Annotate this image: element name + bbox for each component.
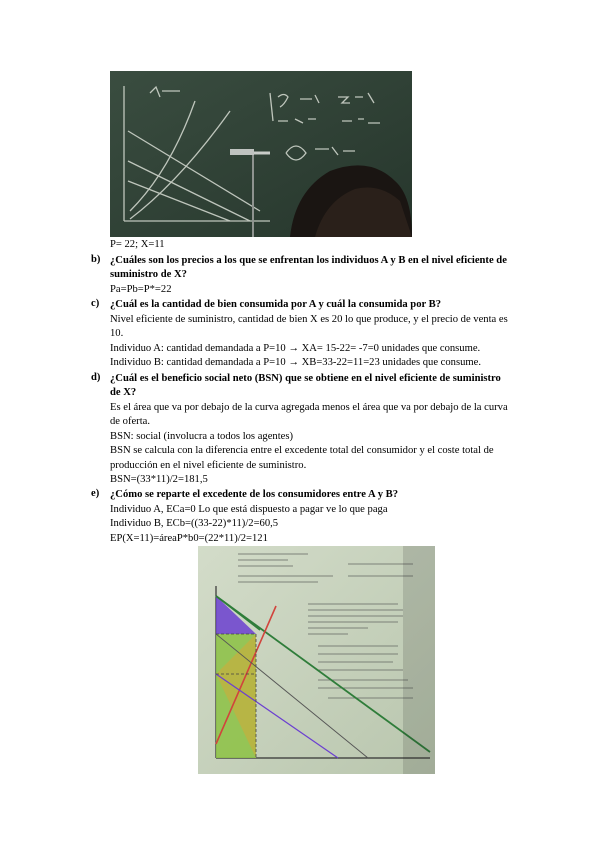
answer-d-line6: BSN=(33*11)/2=181,5 (110, 474, 208, 485)
question-c-letter: c) (91, 298, 100, 309)
answer-b: Pa=Pb=P*=22 (110, 284, 172, 295)
slide-photo (198, 546, 435, 774)
answer-e-line3: EP(X=11)=áreaP*b0=(22*11)/2=121 (110, 533, 268, 544)
answer-e-line2: Individuo B, ECb=((33-22)*11)/2=60,5 (110, 518, 279, 529)
question-d-letter: d) (91, 372, 101, 383)
answer-c-line1: Nivel eficiente de suministro, cantidad de bien X es 20 lo que produce, y el precio de venta es (110, 314, 508, 325)
answer-e-line1: Individuo A, ECa=0 Lo que está dispuesto a pagar ve lo que paga (110, 504, 388, 515)
question-e-text: ¿Cómo se reparte el excedente de los consumidores entre A y B? (110, 489, 399, 500)
result-line: P= 22; X=11 (110, 239, 165, 250)
question-b-letter: b) (91, 254, 101, 265)
question-d-text-line1: ¿Cuál es el beneficio social neto (BSN) que se obtiene en el nivel eficiente de suministro (110, 373, 501, 384)
answer-c-line3: Individuo A: cantidad demandada a P=10 → XA= 15-22= -7=0 unidades que consume. (110, 343, 481, 354)
question-c-text: ¿Cuál es la cantidad de bien consumida por A y cuál la consumida por B? (110, 299, 442, 310)
answer-c-line2: 10. (110, 328, 124, 339)
question-e-letter: e) (91, 488, 100, 499)
answer-d-line4: BSN se calcula con la diferencia entre el excedente total del consumidor y el coste total de (110, 445, 494, 456)
answer-d-line3: BSN: social (involucra a todos los agentes) (110, 431, 294, 442)
question-b-text-line2: suministro de X? (110, 269, 187, 280)
chalkboard-photo (110, 71, 412, 237)
answer-d-line5: producción en el nivel eficiente de suministro. (110, 460, 307, 471)
question-d-text-line2: de X? (110, 387, 137, 398)
answer-c-line4: Individuo B: cantidad demandada a P=10 → XB=33-22=11=23 unidades que consume. (110, 357, 481, 368)
answer-d-line2: de oferta. (110, 416, 150, 427)
question-b-text-line1: ¿Cuáles son los precios a los que se enfrentan los individuos A y B en el nivel eficiente de (110, 255, 507, 266)
answer-d-line1: Es el área que va por debajo de la curva agregada menos el área que va por debajo de la curva (110, 402, 508, 413)
